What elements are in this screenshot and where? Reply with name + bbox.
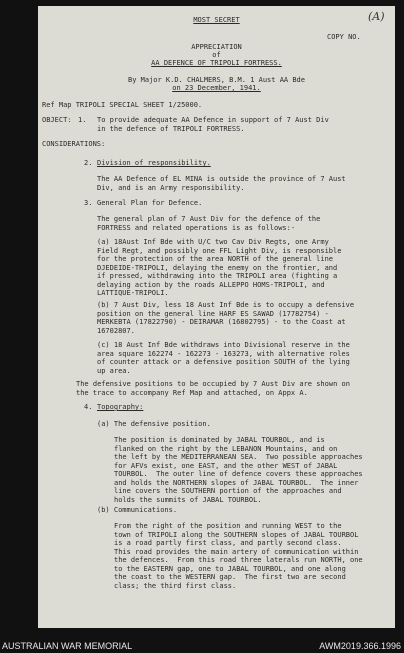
section-3-paragraph-b: (b) 7 Aust Div, less 18 Aust Inf Bde is to occupy a defensive position on the general line HARF ES SAWAD (17782754) - MERKEBTA (17822790) - DEIRAMAR (16802795) - to the Coast at 16702807.: [97, 301, 355, 335]
object-label: OBJECT:: [42, 116, 72, 124]
section-4-a-text: The position is dominated by JABAL TOURBOL, and is flanked on the right by the LEBANON Mountains, and on the left by the MEDITERRANEAN SEA. Two possible approaches for AFVs exist, one EAST, and the other WEST of JABAL TOURBOL. The outer line of defence covers these approaches and holds the NORTHERN slopes of JABAL TOURBOL. The inner line covers the SOUTHERN portion of the approaches and holds the summits of JABAL TOURBOL.: [114, 436, 363, 504]
object-text: To provide adequate AA Defence in support of 7 Aust Div in the defence of TRIPOLI FORTRESS.: [97, 116, 329, 133]
object-number: 1.: [78, 116, 87, 124]
title-line-3: AA DEFENCE OF TRIPOLI FORTRESS.: [151, 59, 282, 67]
section-3-heading: General Plan for Defence.: [97, 199, 203, 207]
footer-id: AWM2019.366.1996: [319, 641, 401, 651]
footer-source: AUSTRALIAN WAR MEMORIAL: [2, 641, 133, 651]
considerations-heading: CONSIDERATIONS:: [42, 140, 106, 148]
section-3-paragraph-c: (c) 18 Aust Inf Bde withdraws into Divisional reserve in the area square 162274 - 162273 - 163273, with alternative roles of counter attack or a defensive position SOUTH of the lying up area.: [97, 341, 350, 375]
reference-map: Ref Map TRIPOLI SPECIAL SHEET 1/25000.: [42, 101, 203, 109]
section-4-a-label: (a) The defensive position.: [97, 420, 211, 428]
page-mark: (A): [368, 10, 385, 23]
section-2-number: 2.: [84, 159, 93, 167]
section-3-positions: The defensive positions to be occupied by 7 Aust Div are shown on the trace to accompany Ref Map and attached, on Appx A.: [76, 380, 350, 397]
section-3-intro: The general plan of 7 Aust Div for the defence of the FORTRESS and related operations is as follows:-: [97, 215, 321, 232]
author-line: By Major K.D. CHALMERS, B.M. 1 Aust AA Bde: [127, 76, 305, 84]
section-4-heading: Topography:: [97, 403, 144, 411]
section-4-number: 4.: [84, 403, 93, 411]
section-3-paragraph-a: (a) 18Aust Inf Bde with U/C two Cav Div Regts, one Army Field Regt, and possibly one FFL Light Div, is responsible for the protection of the area NORTH of the general line DJEDEIDE-TRIPOLI, delaying the enemy on the frontier, and if pressed, withdrawing into the TRIPOLI area (fighting a delaying action by the roads ALLEPPO HOMS-TRIPOLI, and LATTIQUE-TRIPOLI.: [97, 238, 342, 297]
section-4-b-label: (b) Communications.: [97, 506, 178, 514]
section-2-text: The AA Defence of EL MINA is outside the province of 7 Aust Div, and is an Army responsibility.: [97, 175, 346, 192]
classification-label: MOST SECRET: [193, 16, 240, 24]
title-line-1: APPRECIATION: [191, 43, 242, 51]
date-line: on 23 December, 1941.: [172, 84, 261, 92]
section-3-number: 3.: [84, 199, 93, 207]
document-page: [38, 6, 395, 628]
copy-number: COPY NO.: [327, 33, 361, 41]
title-line-2: of: [212, 51, 221, 59]
section-2-heading: Division of responsibility.: [97, 159, 211, 167]
section-4-b-text: From the right of the position and running WEST to the town of TRIPOLI along the SOUTHERN slopes of JABAL TOURBOL is a road partly first class, and partly second class. This road provides the main artery of communication within the defences. From this road three laterals run NORTH, one to the EASTERN gap, one to JABAL TOURBOL, and one along the coast to the WESTERN gap. The first two are second class; the third first class.: [114, 522, 363, 590]
